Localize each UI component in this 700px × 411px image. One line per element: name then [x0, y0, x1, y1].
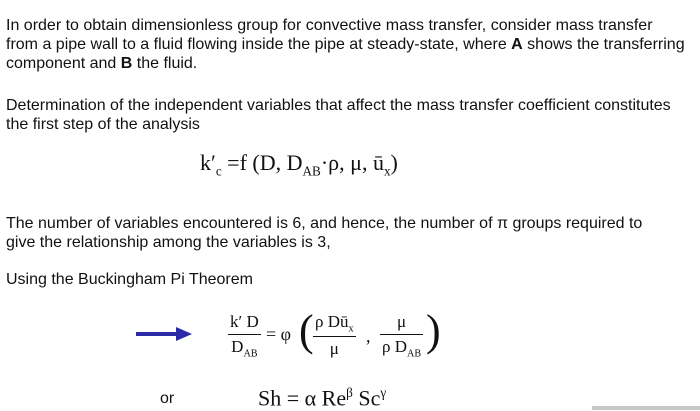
eq1-close: ) [390, 150, 398, 175]
intro-paragraph [6, 16, 686, 73]
eq1-sub-x: x [383, 163, 391, 179]
lhs-fraction-bar [228, 334, 261, 335]
term1-numerator [313, 312, 356, 334]
equals-phi: = φ [266, 324, 292, 344]
term2-fraction-bar [380, 334, 423, 335]
variables-count-paragraph: The number of variables encountered is 6, and hence, the number of π groups required to give the relationship among the variables is 3, [6, 215, 643, 251]
lhs-den-sub: AB [243, 348, 258, 360]
eq1-vars: ·ρ, μ, [320, 150, 373, 175]
term2-fraction [380, 312, 423, 359]
eq1-prime: ′ [211, 150, 216, 175]
right-paren: ) [426, 306, 441, 355]
term2-numerator: μ [397, 312, 407, 331]
eq1-rest: =f (D, D [221, 150, 303, 175]
eq1-sub-c: c [215, 163, 222, 179]
t2-den-sub: AB [407, 348, 422, 360]
eq3-equals: = α Re [281, 385, 347, 411]
lhs-numerator: k′ D [230, 312, 259, 331]
t1-num-sub: x [348, 323, 354, 335]
equation-variables [200, 150, 398, 179]
buckingham-paragraph: Using the Buckingham Pi Theorem [6, 271, 253, 288]
eq3-beta: β [346, 385, 353, 400]
intro-text-1: In order to obtain dimensionless group for convective mass transfer, consider mass transfer from a pipe wall to a fluid flowing inside the pipe at steady-state, where [6, 17, 653, 53]
term1-denominator: μ [329, 339, 339, 359]
component-a-label: A [511, 36, 523, 53]
term1-fraction [313, 312, 356, 359]
eq3-sh: Sh [258, 385, 282, 411]
t1-num-text: ρ Dū [315, 312, 349, 331]
eq1-ubar: ū [372, 150, 384, 175]
eq1-k: k [200, 150, 211, 175]
fluid-b-label: B [120, 55, 133, 72]
eq1-sub-ab: AB [302, 163, 321, 179]
term-comma: , [366, 326, 371, 346]
bottom-edge-strip [592, 406, 700, 410]
or-label: or [160, 390, 175, 407]
determination-paragraph: Determination of the independent variables that affect the mass transfer coefficient constitutes the first step of the analysis [6, 97, 671, 133]
term2-denominator [380, 337, 423, 359]
lhs-den-d: D [231, 337, 244, 356]
intro-text-3: the fluid. [132, 55, 198, 72]
equation-sherwood [258, 385, 386, 411]
lhs-denominator [228, 337, 261, 359]
eq3-sc: Sc [352, 385, 381, 411]
t2-den-text: ρ D [382, 337, 408, 356]
intro-text-2: shows the transferring component and [6, 36, 685, 72]
term1-fraction-bar [313, 336, 356, 337]
eq3-gamma: γ [380, 385, 387, 400]
left-paren: ( [299, 306, 314, 355]
lhs-fraction [228, 312, 261, 359]
right-arrow-icon [136, 326, 192, 342]
